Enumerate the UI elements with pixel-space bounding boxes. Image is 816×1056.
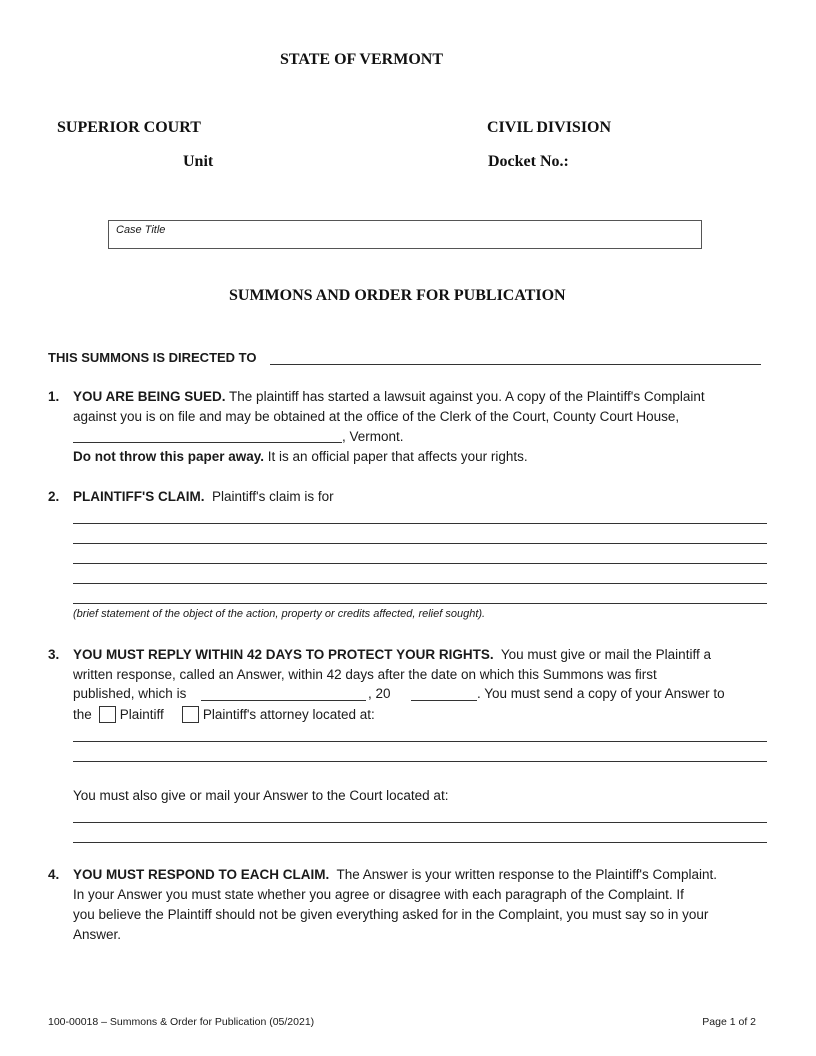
section-2-heading: PLAINTIFF'S CLAIM. [73,489,205,504]
section-1-number: 1. [48,389,60,404]
court-address-line-2[interactable] [73,842,767,843]
footer-form-id: 100-00018 – Summons & Order for Publication (05/2021) [48,1016,315,1028]
publication-year-line[interactable] [411,700,477,701]
section-4-number: 4. [48,867,60,882]
division-name: CIVIL DIVISION [487,119,612,136]
section-3-line-3b: , 20 [368,686,391,701]
section-3-line-3a: published, which is [73,686,187,701]
docket-label: Docket No.: [488,153,569,170]
plaintiff-attorney-option-label: Plaintiff's attorney located at: [202,707,375,722]
plaintiff-address-line-1[interactable] [73,741,767,742]
section-3-line-2: written response, called an Answer, within 42 days after the date on which this Summons was first [73,667,657,682]
section-3-text-1: You must give or mail the Plaintiff a [500,647,711,662]
section-3-the: the [73,707,92,722]
section-2-line-1 [73,487,334,507]
plaintiff-option-label: Plaintiff [119,707,164,722]
case-title-field[interactable] [108,220,702,249]
section-1-text-1: The plaintiff has started a lawsuit against you. A copy of the Plaintiff's Complaint [229,389,705,404]
plaintiff-address-line-2[interactable] [73,761,767,762]
section-4-line-4: Answer. [73,927,122,942]
directed-to-label: THIS SUMMONS IS DIRECTED TO [48,350,257,365]
section-3-court-line: You must also give or mail your Answer to the Court located at: [73,788,449,803]
claim-line-1[interactable] [73,523,767,524]
document-title: SUMMONS AND ORDER FOR PUBLICATION [229,287,566,304]
court-address-line-1[interactable] [73,822,767,823]
section-4-line-2: In your Answer you must state whether you agree or disagree with each paragraph of the Complaint. If [73,887,684,902]
section-3-heading: YOU MUST REPLY WITHIN 42 DAYS TO PROTECT YOUR RIGHTS. [73,647,494,662]
unit-label: Unit [183,153,214,170]
section-1-line-2: against you is on file and may be obtained at the office of the Clerk of the Court, County Court House, [73,409,680,424]
section-1-heading: YOU ARE BEING SUED. [73,389,226,404]
section-1-warning: Do not throw this paper away. [73,449,265,464]
claim-note: (brief statement of the object of the action, property or credits affected, relief sought). [73,608,486,620]
case-title-label: Case Title [116,224,166,236]
section-1-text-4: It is an official paper that affects your rights. [267,449,528,464]
section-3-line-1 [73,645,711,665]
section-2-number: 2. [48,489,60,504]
directed-to-line[interactable] [270,364,761,365]
section-3-line-4 [73,705,375,725]
footer-page-number: Page 1 of 2 [702,1016,756,1028]
section-3-line-3c: . You must send a copy of your Answer to [477,686,725,701]
claim-line-2[interactable] [73,543,767,544]
claim-line-3[interactable] [73,563,767,564]
state-title: STATE OF VERMONT [280,51,443,68]
claim-line-4[interactable] [73,583,767,584]
section-4-text-1: The Answer is your written response to the Plaintiff's Complaint. [336,867,718,882]
claim-line-5[interactable] [73,603,767,604]
publication-date-line[interactable] [201,700,366,701]
section-4-heading: YOU MUST RESPOND TO EACH CLAIM. [73,867,330,882]
section-4-line-3: you believe the Plaintiff should not be given everything asked for in the Complaint, you must say so in your [73,907,709,922]
section-4-line-1 [73,865,717,885]
court-name: SUPERIOR COURT [57,119,201,136]
section-2-text-1: Plaintiff's claim is for [211,489,334,504]
county-line[interactable] [73,442,342,443]
section-1-line-4 [73,447,528,467]
section-1-line-1 [73,387,705,407]
plaintiff-attorney-checkbox[interactable] [182,706,199,723]
plaintiff-checkbox[interactable] [99,706,116,723]
section-3-number: 3. [48,647,60,662]
section-1-line-3: , Vermont. [342,429,404,444]
